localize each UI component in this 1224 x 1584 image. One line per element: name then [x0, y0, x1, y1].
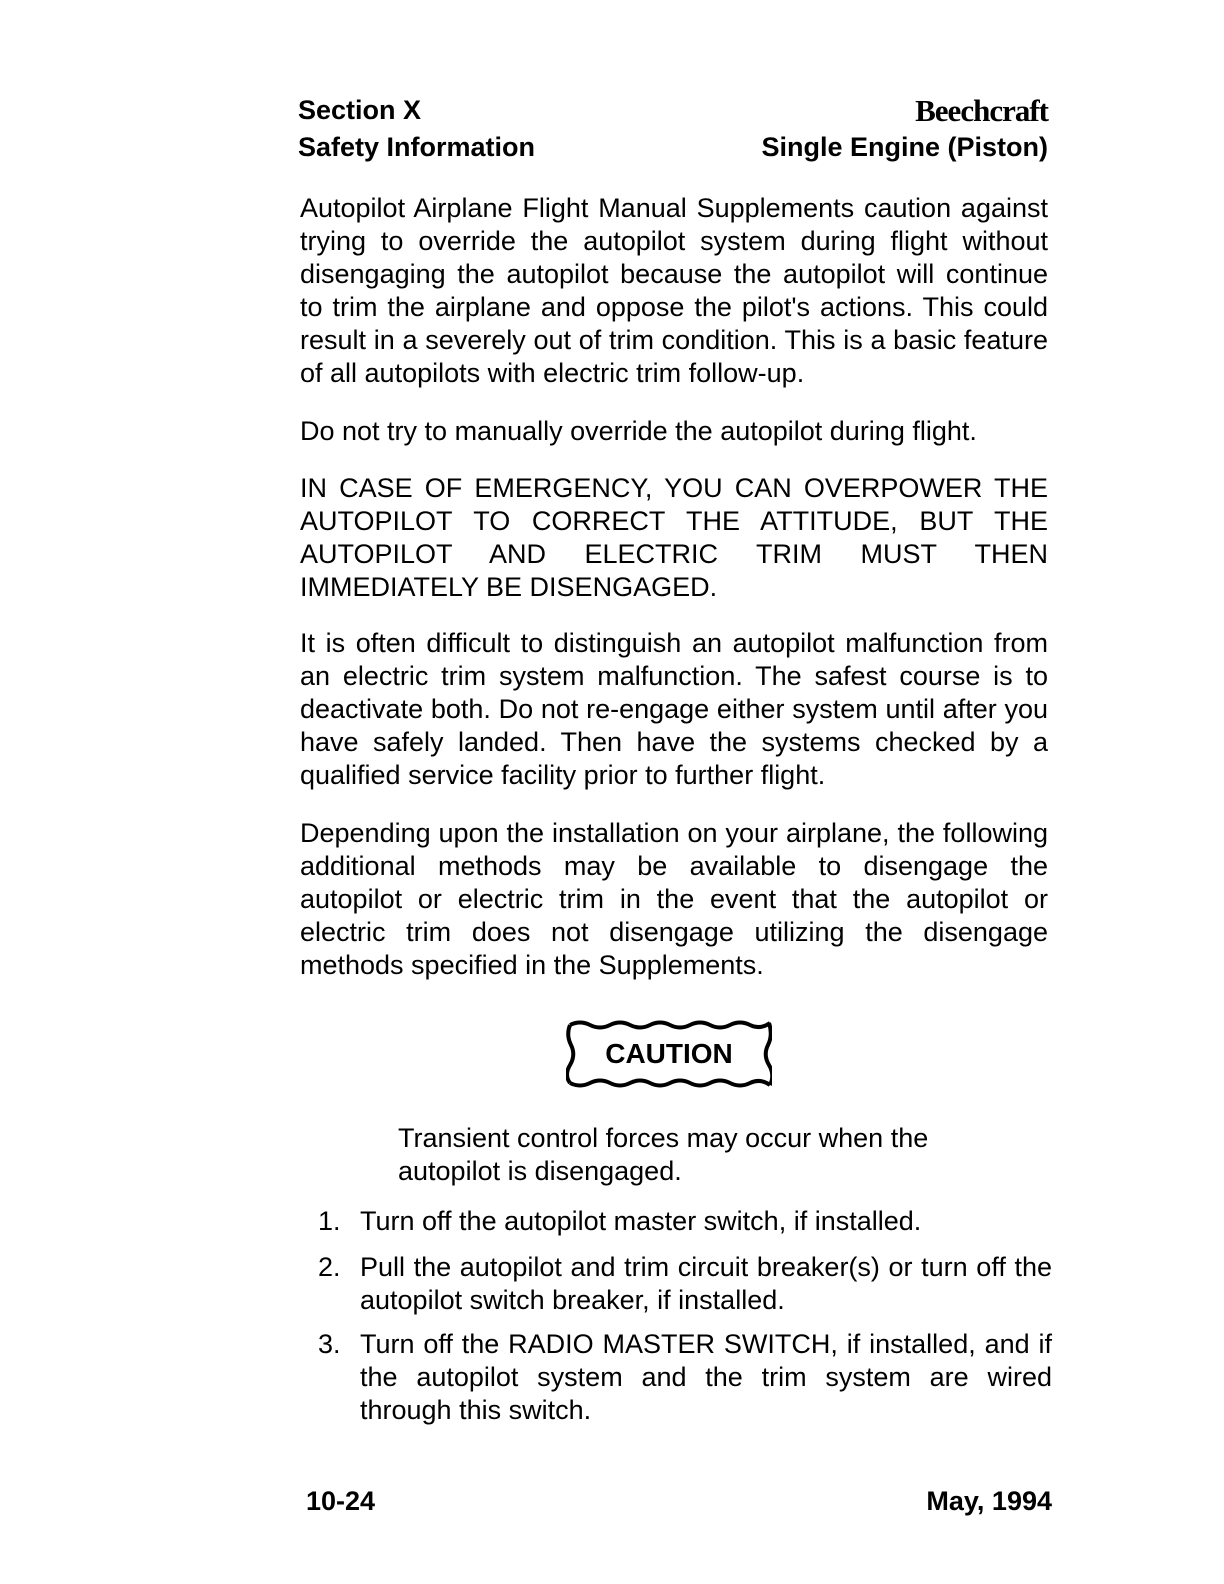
brand-logo: Beechcraft: [915, 93, 1048, 128]
subsection-title: Safety Information: [298, 132, 536, 162]
revision-date: May, 1994: [926, 1486, 1052, 1516]
paragraph-no-override: Do not try to manually override the autopilot during flight.: [300, 416, 977, 446]
section-title: Section X: [298, 95, 422, 125]
model-title: Single Engine (Piston): [761, 132, 1048, 162]
list-item-number: 1.: [318, 1206, 341, 1236]
paragraph-autopilot-supplements: Autopilot Airplane Flight Manual Supplements caution against trying to override the autopilot system during flight without disengaging the autopilot because the autopilot will continue to trim the airplane and oppose the pilot's actions. This could result in a severely out of trim condition. This is a basic feature of all autopilots with electric trim follow-up.: [300, 193, 1048, 388]
page-number: 10-24: [306, 1486, 376, 1516]
paragraph-malfunction: It is often difficult to distinguish an autopilot malfunction from an electric trim system malfunction. The safest course is to deactivate both. Do not re-engage either system until after you have safely landed. Then have the systems checked by a qualified service facility prior to further flight.: [300, 628, 1048, 790]
page-header-right: [761, 92, 1048, 166]
page-header-left: [298, 92, 535, 166]
list-item-number: 2.: [318, 1252, 341, 1282]
list-item-number: 3.: [318, 1329, 341, 1359]
caution-box: [566, 1019, 772, 1089]
list-item-text: Pull the autopilot and trim circuit breaker(s) or turn off the autopilot switch breaker, if installed.: [360, 1252, 1052, 1315]
caution-label: CAUTION: [605, 1038, 733, 1069]
list-item-text: Turn off the autopilot master switch, if installed.: [360, 1206, 922, 1236]
paragraph-emergency: IN CASE OF EMERGENCY, YOU CAN OVERPOWER THE AUTOPILOT TO CORRECT THE ATTITUDE, BUT THE AUTOPILOT AND ELECTRIC TRIM MUST THEN IMMEDIATELY BE DISENGAGED.: [300, 473, 1048, 602]
list-item: [318, 1205, 1052, 1238]
list-item: [318, 1251, 1052, 1317]
paragraph-additional-methods: Depending upon the installation on your airplane, the following additional methods may be available to disengage the autopilot or electric trim in the event that the autopilot or electric trim does not disengage utilizing the disengage methods specified in the Supplements.: [300, 818, 1048, 980]
list-item: [318, 1328, 1052, 1427]
caution-text: Transient control forces may occur when the autopilot is disengaged.: [398, 1123, 929, 1186]
list-item-text: Turn off the RADIO MASTER SWITCH, if installed, and if the autopilot system and the trim system are wired through this switch.: [360, 1329, 1052, 1425]
